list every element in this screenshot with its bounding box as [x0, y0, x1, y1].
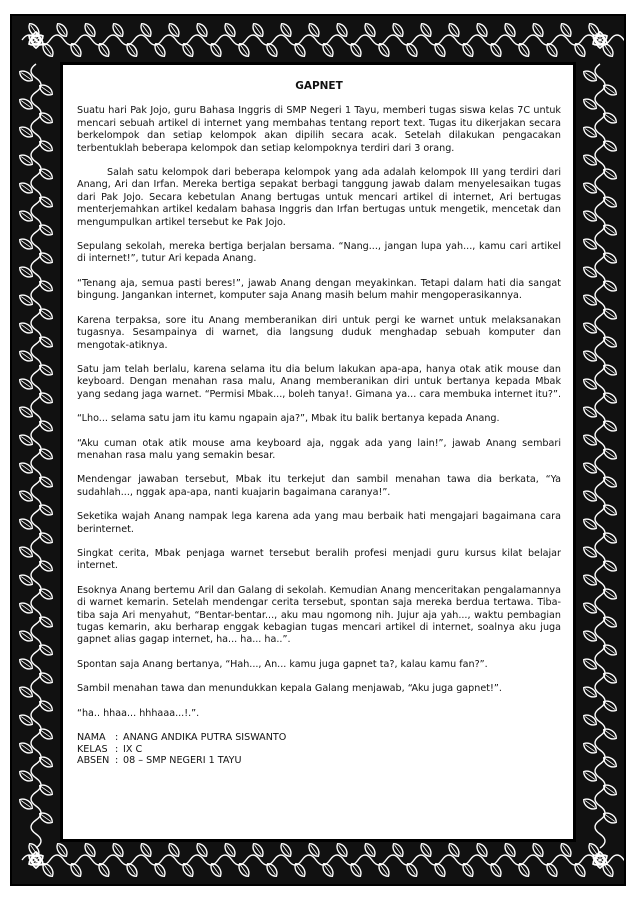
leaf-ornament — [222, 22, 237, 39]
leaf-ornament — [18, 348, 35, 363]
leaf-ornament — [582, 376, 599, 391]
leaf-ornament — [194, 842, 209, 859]
leaf-ornament — [208, 42, 223, 59]
leaf-ornament — [18, 376, 35, 391]
leaf-ornament — [602, 110, 619, 125]
leaf-ornament — [582, 320, 599, 335]
identity-sep: : — [115, 755, 119, 767]
leaf-ornament — [582, 236, 599, 251]
leaf-ornament — [376, 862, 391, 879]
leaf-ornament — [18, 684, 35, 699]
leaf-ornament — [18, 628, 35, 643]
leaf-ornament — [38, 586, 55, 601]
leaf-ornament — [602, 502, 619, 517]
leaf-ornament — [582, 768, 599, 783]
leaf-ornament — [602, 754, 619, 769]
leaf-ornament — [602, 782, 619, 797]
leaf-ornament — [572, 862, 587, 879]
identity-value: IX C — [123, 743, 143, 755]
leaf-ornament — [38, 166, 55, 181]
leaf-ornament — [446, 842, 461, 859]
leaf-ornament — [18, 404, 35, 419]
paragraph: Satu jam telah berlalu, karena selama itu dia belum lakukan apa-apa, hanya otak atik mouse dan keyboard. Dengan menahan rasa malu, Anang memberanikan diri untuk bertanya kepada Mbak yang sedang jaga warnet. “Permisi Mbak..., boleh tanya!. Gimana ya... cara membuka internet itu?”. — [77, 363, 562, 400]
leaf-ornament — [602, 82, 619, 97]
leaf-ornament — [376, 42, 391, 59]
leaf-ornament — [38, 334, 55, 349]
paragraph: “Aku cuman otak atik mouse ama keyboard aja, nggak ada yang lain!”, jawab Anang sembari menahan rasa malu yang semakin besar. — [77, 437, 561, 461]
leaf-ornament — [110, 22, 125, 39]
leaf-ornament — [38, 642, 55, 657]
identity-row — [77, 732, 286, 744]
leaf-ornament — [18, 572, 35, 587]
leaf-ornament — [602, 278, 619, 293]
identity-value: 08 – SMP NEGERI 1 TAYU — [123, 755, 242, 767]
leaf-ornament — [68, 862, 83, 879]
leaf-ornament — [138, 842, 153, 859]
leaf-ornament — [516, 42, 531, 59]
author-identity — [77, 732, 286, 767]
leaf-ornament — [18, 712, 35, 727]
leaf-ornament — [418, 22, 433, 39]
leaf-ornament — [82, 842, 97, 859]
paragraph: Suatu hari Pak Jojo, guru Bahasa Inggris di SMP Negeri 1 Tayu, memberi tugas siswa kelas 7C untuk mencari sebuah artikel di internet yang membahas tentang report text. Tugas itu dikerjakan secara berkelompok dan setiap kelompok akan dipilih secara acak. Setelah dilakukan pengacakan terbentuklah beberapa kelompok dan setiap kelompoknya terdiri dari 3 orang. — [77, 105, 561, 154]
leaf-ornament — [124, 862, 139, 879]
leaf-ornament — [602, 390, 619, 405]
leaf-ornament — [460, 42, 475, 59]
leaf-ornament — [582, 264, 599, 279]
paragraph: Karena terpaksa, sore itu Anang memberanikan diri untuk pergi ke warnet untuk melaksanakan tugasnya. Sesampainya di warnet, dia langsung duduk menghadap sebuah komputer dan mengotak-atiknya. — [77, 314, 561, 351]
leaf-ornament — [96, 862, 111, 879]
paragraph: Sepulang sekolah, mereka bertiga berjalan bersama. “Nang..., jangan lupa yah..., kamu cari artikel di internet!”, tutur Ari kepada Anang. — [77, 241, 561, 265]
leaf-ornament — [264, 862, 279, 879]
leaf-ornament — [544, 42, 559, 59]
leaf-ornament — [18, 264, 35, 279]
leaf-ornament — [544, 862, 559, 879]
leaf-ornament — [602, 586, 619, 601]
leaf-ornament — [18, 768, 35, 783]
leaf-ornament — [320, 862, 335, 879]
leaf-ornament — [602, 614, 619, 629]
leaf-ornament — [38, 306, 55, 321]
leaf-ornament — [38, 390, 55, 405]
leaf-ornament — [474, 842, 489, 859]
story-content — [77, 80, 561, 767]
leaf-ornament — [602, 726, 619, 741]
identity-key: KELAS — [77, 743, 108, 755]
leaf-ornament — [334, 22, 349, 39]
leaf-ornament — [18, 796, 35, 811]
leaf-ornament — [38, 726, 55, 741]
leaf-ornament — [38, 670, 55, 685]
leaf-ornament — [582, 180, 599, 195]
leaf-ornament — [582, 96, 599, 111]
leaf-ornament — [38, 194, 55, 209]
leaf-ornament — [582, 740, 599, 755]
leaf-ornament — [68, 42, 83, 59]
leaf-ornament — [474, 22, 489, 39]
leaf-ornament — [152, 42, 167, 59]
leaf-ornament — [602, 138, 619, 153]
leaf-ornament — [582, 712, 599, 727]
leaf-ornament — [602, 250, 619, 265]
leaf-ornament — [582, 404, 599, 419]
leaf-ornament — [292, 862, 307, 879]
leaf-ornament — [602, 810, 619, 825]
leaf-ornament — [38, 614, 55, 629]
leaf-ornament — [602, 166, 619, 181]
leaf-ornament — [432, 42, 447, 59]
leaf-ornament — [138, 22, 153, 39]
leaf-ornament — [348, 42, 363, 59]
leaf-ornament — [582, 600, 599, 615]
leaf-ornament — [582, 432, 599, 447]
leaf-ornament — [404, 42, 419, 59]
leaf-ornament — [18, 208, 35, 223]
leaf-ornament — [460, 862, 475, 879]
identity-sep: : — [115, 732, 119, 744]
paragraph: Sambil menahan tawa dan menundukkan kepala Galang menjawab, “Aku juga gapnet!”. — [77, 683, 502, 695]
leaf-ornament — [222, 842, 237, 859]
identity-row — [77, 744, 286, 756]
leaf-ornament — [516, 862, 531, 879]
leaf-ornament — [180, 862, 195, 879]
leaf-ornament — [96, 42, 111, 59]
leaf-ornament — [432, 862, 447, 879]
leaf-ornament — [582, 684, 599, 699]
identity-row — [77, 755, 286, 767]
leaf-ornament — [582, 628, 599, 643]
leaf-ornament — [602, 670, 619, 685]
leaf-ornament — [582, 572, 599, 587]
leaf-ornament — [152, 862, 167, 879]
paragraph: Mendengar jawaban tersebut, Mbak itu terkejut dan sambil menahan tawa dia berkata, “Ya sudahlah..., nggak apa-apa, nanti kuajarin bagaimana caranya!”. — [77, 474, 561, 498]
identity-key: ABSEN — [77, 755, 110, 767]
leaf-ornament — [390, 22, 405, 39]
leaf-ornament — [530, 842, 545, 859]
story-body — [77, 105, 561, 720]
leaf-ornament — [18, 460, 35, 475]
leaf-ornament — [278, 22, 293, 39]
leaf-ornament — [502, 22, 517, 39]
leaf-ornament — [306, 22, 321, 39]
paragraph: Spontan saja Anang bertanya, “Hah..., An... kamu juga gapnet ta?, kalau kamu fan?”. — [77, 658, 488, 670]
paragraph: Esoknya Anang bertemu Aril dan Galang di sekolah. Kemudian Anang menceritakan pengalamannya di warnet kemarin. Setelah mendengar cerita tersebut, spontan saja mereka berdua tertawa. Tiba-tiba saja Ari menyahut, “Bentar-bentar..., aku mau ngomong nih. Jujur aja yah..., waktu pembagian tugas kemarin, aku berharap enggak kebagian tugas mencari artikel di internet, soalnya aku juga gapnet alias gagap internet, ha... ha... ha..”. — [77, 584, 561, 646]
leaf-ornament — [582, 208, 599, 223]
leaf-ornament — [18, 124, 35, 139]
leaf-ornament — [278, 842, 293, 859]
story-title: GAPNET — [295, 80, 343, 92]
leaf-ornament — [18, 600, 35, 615]
leaf-ornament — [18, 544, 35, 559]
leaf-ornament — [602, 530, 619, 545]
leaf-ornament — [38, 138, 55, 153]
leaf-ornament — [18, 96, 35, 111]
leaf-ornament — [38, 558, 55, 573]
leaf-ornament — [38, 754, 55, 769]
leaf-ornament — [180, 42, 195, 59]
leaf-ornament — [18, 68, 35, 83]
leaf-ornament — [334, 842, 349, 859]
leaf-ornament — [530, 22, 545, 39]
leaf-ornament — [602, 222, 619, 237]
leaf-ornament — [38, 82, 55, 97]
leaf-ornament — [54, 842, 69, 859]
leaf-ornament — [602, 698, 619, 713]
leaf-ornament — [602, 642, 619, 657]
leaf-ornament — [250, 22, 265, 39]
leaf-ornament — [18, 320, 35, 335]
paragraph: Salah satu kelompok dari beberapa kelompok yang ada adalah kelompok III yang terdiri dari Anang, Ari dan Irfan. Mereka bertiga sepakat berbagi tanggung jawab dalam menyelesaikan tugas dari Pak Jojo. Secara kebetulan Anang bertugas untuk mencari artikel di internet, Ari bertugas menterjemahkan artikel kedalam bahasa Inggris dan Irfan bertugas untuk mengetik, mencetak dan mengumpulkan artikel tersebut ke Pak Jojo. — [77, 167, 561, 228]
paragraph: “Lho... selama satu jam itu kamu ngapain aja?”, Mbak itu balik bertanya kepada Anang. — [77, 413, 500, 425]
leaf-ornament — [38, 502, 55, 517]
leaf-ornament — [38, 446, 55, 461]
leaf-ornament — [558, 842, 573, 859]
leaf-ornament — [18, 152, 35, 167]
leaf-ornament — [236, 42, 251, 59]
leaf-ornament — [18, 236, 35, 251]
leaf-ornament — [38, 278, 55, 293]
leaf-ornament — [582, 68, 599, 83]
leaf-ornament — [582, 516, 599, 531]
identity-sep: : — [115, 743, 119, 755]
leaf-ornament — [18, 292, 35, 307]
leaf-ornament — [602, 558, 619, 573]
leaf-ornament — [208, 862, 223, 879]
leaf-ornament — [38, 362, 55, 377]
leaf-ornament — [38, 474, 55, 489]
paragraph: “Tenang aja, semua pasti beres!”, jawab Anang dengan meyakinkan. Tetapi dalam hati dia sangat bingung. Jangankan internet, komputer saja Anang masih belum mahir mengoperasikannya. — [77, 277, 561, 302]
paragraph: Seketika wajah Anang nampak lega karena ada yang mau berbaik hati mengajari bagaimana cara berinternet. — [77, 511, 561, 535]
leaf-ornament — [558, 22, 573, 39]
leaf-ornament — [166, 22, 181, 39]
leaf-ornament — [110, 842, 125, 859]
leaf-ornament — [602, 194, 619, 209]
identity-key: NAMA — [77, 732, 106, 744]
leaf-ornament — [306, 842, 321, 859]
leaf-ornament — [82, 22, 97, 39]
leaf-ornament — [38, 782, 55, 797]
leaf-ornament — [18, 432, 35, 447]
leaf-ornament — [572, 42, 587, 59]
leaf-ornament — [602, 362, 619, 377]
leaf-ornament — [488, 862, 503, 879]
leaf-ornament — [250, 842, 265, 859]
leaf-ornament — [582, 292, 599, 307]
leaf-ornament — [582, 656, 599, 671]
leaf-ornament — [38, 110, 55, 125]
leaf-ornament — [38, 530, 55, 545]
leaf-ornament — [602, 474, 619, 489]
leaf-ornament — [582, 460, 599, 475]
leaf-ornament — [582, 796, 599, 811]
leaf-ornament — [38, 810, 55, 825]
leaf-ornament — [602, 446, 619, 461]
leaf-ornament — [362, 842, 377, 859]
leaf-ornament — [38, 222, 55, 237]
leaf-ornament — [404, 862, 419, 879]
leaf-ornament — [292, 42, 307, 59]
leaf-ornament — [348, 862, 363, 879]
leaf-ornament — [582, 152, 599, 167]
leaf-ornament — [18, 180, 35, 195]
leaf-ornament — [320, 42, 335, 59]
leaf-ornament — [602, 306, 619, 321]
paragraph: Singkat cerita, Mbak penjaga warnet tersebut beralih profesi menjadi guru kursus kilat belajar internet. — [77, 547, 561, 572]
leaf-ornament — [124, 42, 139, 59]
leaf-ornament — [602, 418, 619, 433]
leaf-ornament — [602, 334, 619, 349]
leaf-ornament — [488, 42, 503, 59]
leaf-ornament — [18, 656, 35, 671]
leaf-ornament — [582, 488, 599, 503]
leaf-ornament — [502, 842, 517, 859]
leaf-ornament — [236, 862, 251, 879]
paragraph: “ha.. hhaa... hhhaaa...!.”. — [77, 707, 200, 719]
leaf-ornament — [54, 22, 69, 39]
leaf-ornament — [166, 842, 181, 859]
leaf-ornament — [582, 348, 599, 363]
leaf-ornament — [38, 698, 55, 713]
leaf-ornament — [582, 544, 599, 559]
leaf-ornament — [264, 42, 279, 59]
leaf-ornament — [18, 516, 35, 531]
leaf-ornament — [194, 22, 209, 39]
leaf-ornament — [38, 418, 55, 433]
leaf-ornament — [418, 842, 433, 859]
leaf-ornament — [18, 488, 35, 503]
leaf-ornament — [390, 842, 405, 859]
identity-value: ANANG ANDIKA PUTRA SISWANTO — [123, 732, 287, 744]
leaf-ornament — [582, 124, 599, 139]
leaf-ornament — [362, 22, 377, 39]
leaf-ornament — [446, 22, 461, 39]
leaf-ornament — [18, 740, 35, 755]
leaf-ornament — [38, 250, 55, 265]
